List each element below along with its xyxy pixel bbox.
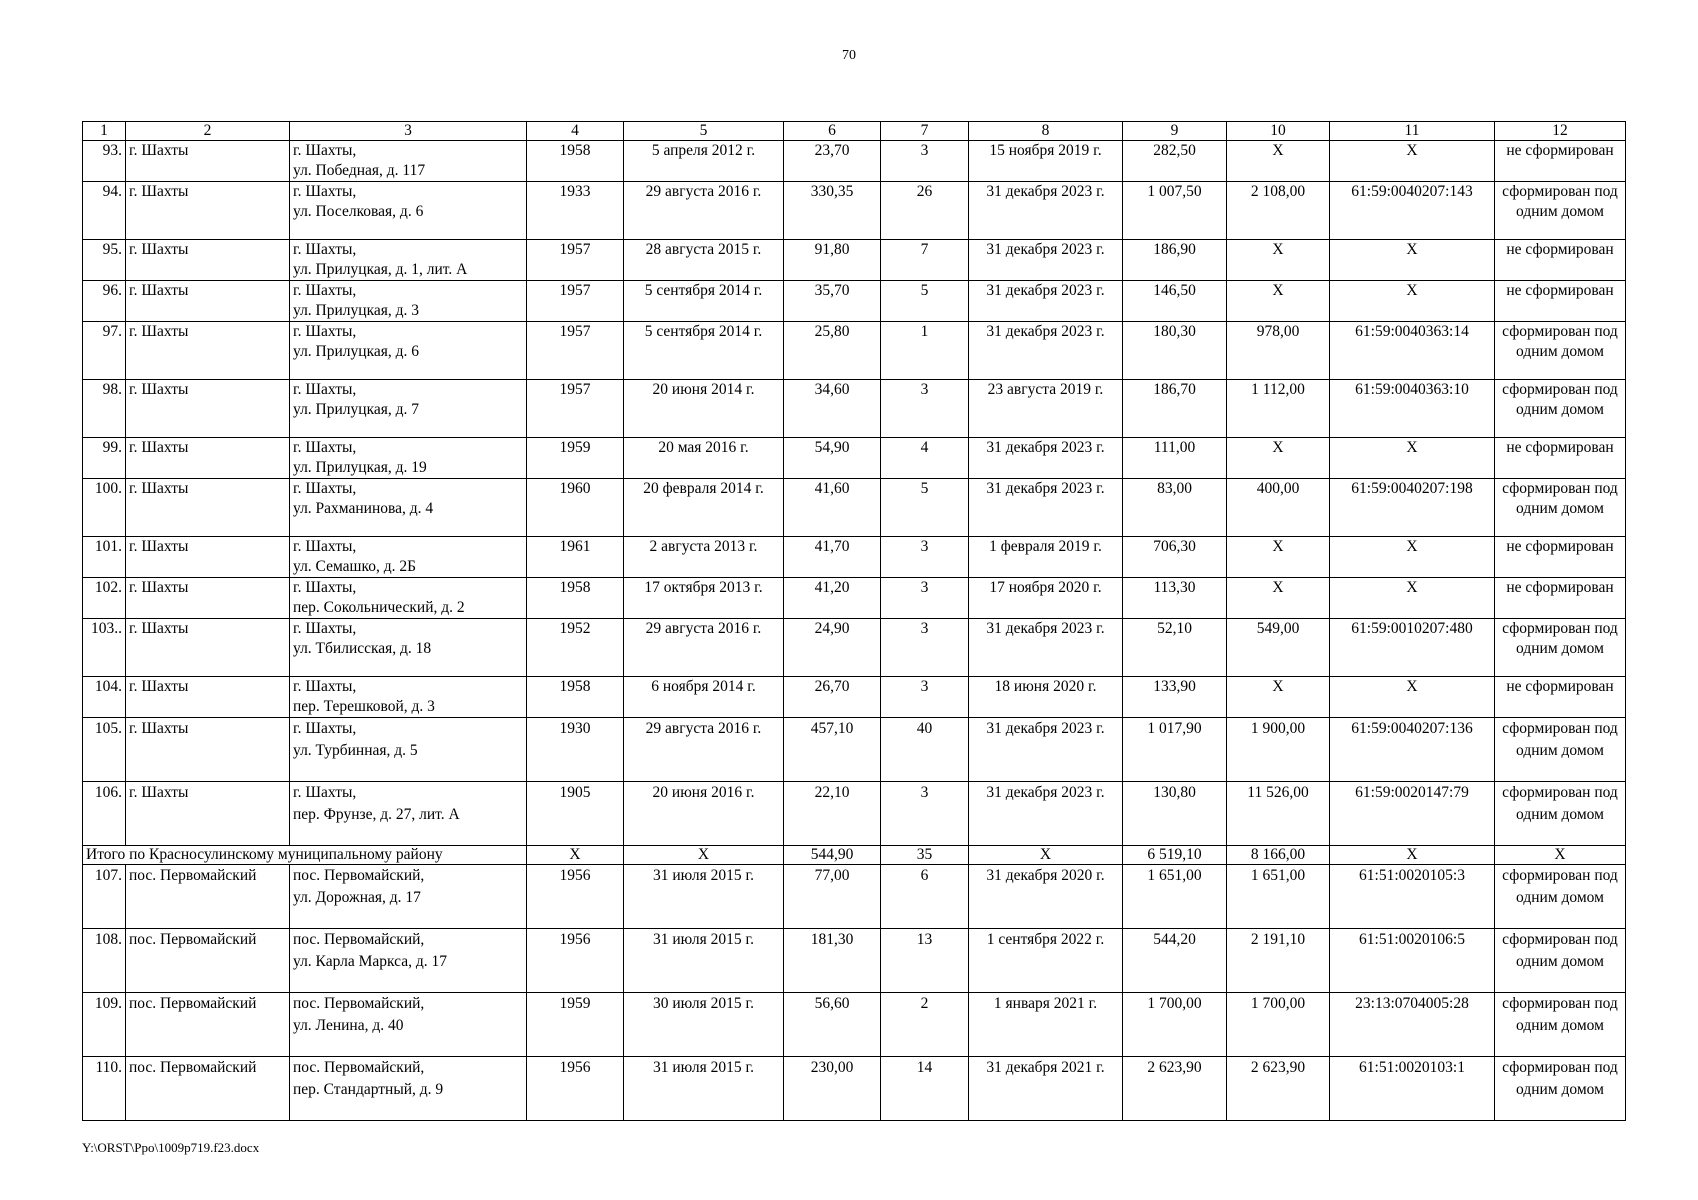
value-col-10: 2 108,00 — [1227, 182, 1330, 240]
relocation-deadline: 31 декабря 2023 г. — [969, 281, 1123, 322]
municipality: г. Шахты — [126, 240, 290, 281]
value-col-10: 1 900,00 — [1227, 718, 1330, 782]
year-built: 1957 — [527, 380, 624, 438]
year-built: 1960 — [527, 479, 624, 537]
cadastral-number: Х — [1330, 240, 1495, 281]
address — [290, 182, 527, 240]
cadastral-number: 61:59:0020147:79 — [1330, 782, 1495, 846]
address-line-1: г. Шахты, — [293, 620, 357, 637]
residents-count: 3 — [881, 141, 969, 182]
row-number: 101. — [83, 537, 126, 578]
area: 41,60 — [784, 479, 881, 537]
year-built: 1930 — [527, 718, 624, 782]
recognition-date: 5 сентября 2014 г. — [624, 322, 784, 380]
area: 41,20 — [784, 578, 881, 619]
year-built: 1957 — [527, 240, 624, 281]
table-row — [83, 929, 1626, 993]
value-col-9: 113,30 — [1123, 578, 1227, 619]
recognition-date: 30 июля 2015 г. — [624, 993, 784, 1057]
address — [290, 1057, 527, 1121]
year-built: 1959 — [527, 438, 624, 479]
address-line-1: пос. Первомайский, — [293, 931, 425, 948]
address-line-2: ул. Тбилисская, д. 18 — [293, 640, 432, 657]
column-header-8: 8 — [969, 122, 1123, 141]
address-line-1: г. Шахты, — [293, 538, 357, 555]
table-row — [83, 322, 1626, 380]
address — [290, 240, 527, 281]
value-col-10: Х — [1227, 537, 1330, 578]
total-value-6: 544,90 — [784, 846, 881, 865]
table-row — [83, 782, 1626, 846]
recognition-date: 29 августа 2016 г. — [624, 718, 784, 782]
address-line-1: пос. Первомайский, — [293, 995, 425, 1012]
land-plot-status: сформирован под одним домом — [1495, 929, 1626, 993]
column-header-10: 10 — [1227, 122, 1330, 141]
land-plot-status: сформирован под одним домом — [1495, 322, 1626, 380]
address-line-2: пер. Терешковой, д. 3 — [293, 698, 435, 715]
row-number: 95. — [83, 240, 126, 281]
relocation-deadline: 31 декабря 2023 г. — [969, 619, 1123, 677]
year-built: 1957 — [527, 281, 624, 322]
municipality: г. Шахты — [126, 438, 290, 479]
total-value-5: Х — [624, 846, 784, 865]
area: 41,70 — [784, 537, 881, 578]
residents-count: 40 — [881, 718, 969, 782]
residents-count: 5 — [881, 479, 969, 537]
relocation-deadline: 1 сентября 2022 г. — [969, 929, 1123, 993]
relocation-deadline: 31 декабря 2023 г. — [969, 240, 1123, 281]
recognition-date: 17 октября 2013 г. — [624, 578, 784, 619]
relocation-deadline: 31 декабря 2023 г. — [969, 718, 1123, 782]
address-line-2: ул. Прилуцкая, д. 6 — [293, 343, 420, 360]
column-header-7: 7 — [881, 122, 969, 141]
address-line-2: ул. Победная, д. 117 — [293, 162, 426, 179]
address-line-2: пер. Фрунзе, д. 27, лит. А — [293, 806, 460, 823]
recognition-date: 20 мая 2016 г. — [624, 438, 784, 479]
municipality: пос. Первомайский — [126, 929, 290, 993]
total-value-11: Х — [1330, 846, 1495, 865]
table-row — [83, 240, 1626, 281]
area: 26,70 — [784, 677, 881, 718]
value-col-10: Х — [1227, 240, 1330, 281]
cadastral-number: 61:59:0040207:143 — [1330, 182, 1495, 240]
address-line-2: ул. Поселковая, д. 6 — [293, 203, 424, 220]
residents-count: 3 — [881, 380, 969, 438]
land-plot-status: сформирован под одним домом — [1495, 1057, 1626, 1121]
table-row — [83, 537, 1626, 578]
relocation-deadline: 31 декабря 2023 г. — [969, 479, 1123, 537]
column-header-1: 1 — [83, 122, 126, 141]
row-number: 102. — [83, 578, 126, 619]
row-number: 94. — [83, 182, 126, 240]
municipality: г. Шахты — [126, 718, 290, 782]
cadastral-number: 23:13:0704005:28 — [1330, 993, 1495, 1057]
address-line-1: г. Шахты, — [293, 480, 357, 497]
housing-table-container — [82, 121, 1626, 1121]
value-col-10: 2 191,10 — [1227, 929, 1330, 993]
address — [290, 619, 527, 677]
address-line-1: г. Шахты, — [293, 720, 357, 737]
municipality: г. Шахты — [126, 182, 290, 240]
column-header-11: 11 — [1330, 122, 1495, 141]
column-header-6: 6 — [784, 122, 881, 141]
row-number: 109. — [83, 993, 126, 1057]
year-built: 1959 — [527, 993, 624, 1057]
total-value-10: 8 166,00 — [1227, 846, 1330, 865]
cadastral-number: 61:59:0040363:10 — [1330, 380, 1495, 438]
address — [290, 141, 527, 182]
address-line-1: г. Шахты, — [293, 282, 357, 299]
row-number: 97. — [83, 322, 126, 380]
cadastral-number: Х — [1330, 281, 1495, 322]
year-built: 1958 — [527, 141, 624, 182]
total-value-9: 6 519,10 — [1123, 846, 1227, 865]
municipality: г. Шахты — [126, 380, 290, 438]
recognition-date: 20 июня 2014 г. — [624, 380, 784, 438]
address-line-1: г. Шахты, — [293, 323, 357, 340]
area: 457,10 — [784, 718, 881, 782]
recognition-date: 5 апреля 2012 г. — [624, 141, 784, 182]
column-header-5: 5 — [624, 122, 784, 141]
address-line-1: г. Шахты, — [293, 381, 357, 398]
municipality: г. Шахты — [126, 578, 290, 619]
recognition-date: 29 августа 2016 г. — [624, 619, 784, 677]
address — [290, 578, 527, 619]
area: 24,90 — [784, 619, 881, 677]
total-value-8: Х — [969, 846, 1123, 865]
land-plot-status: сформирован под одним домом — [1495, 182, 1626, 240]
recognition-date: 2 августа 2013 г. — [624, 537, 784, 578]
row-number: 104. — [83, 677, 126, 718]
land-plot-status: сформирован под одним домом — [1495, 479, 1626, 537]
value-col-9: 180,30 — [1123, 322, 1227, 380]
cadastral-number: 61:59:0040207:198 — [1330, 479, 1495, 537]
table-row — [83, 865, 1626, 929]
cadastral-number: 61:51:0020106:5 — [1330, 929, 1495, 993]
row-number: 96. — [83, 281, 126, 322]
year-built: 1905 — [527, 782, 624, 846]
table-row — [83, 718, 1626, 782]
land-plot-status: не сформирован — [1495, 438, 1626, 479]
year-built: 1958 — [527, 578, 624, 619]
housing-table — [82, 121, 1626, 1121]
value-col-10: 1 700,00 — [1227, 993, 1330, 1057]
land-plot-status: сформирован под одним домом — [1495, 782, 1626, 846]
table-row — [83, 619, 1626, 677]
value-col-9: 186,70 — [1123, 380, 1227, 438]
land-plot-status: не сформирован — [1495, 240, 1626, 281]
land-plot-status: сформирован под одним домом — [1495, 865, 1626, 929]
table-row — [83, 993, 1626, 1057]
address — [290, 281, 527, 322]
address-line-1: г. Шахты, — [293, 241, 357, 258]
table-row — [83, 677, 1626, 718]
column-header-9: 9 — [1123, 122, 1227, 141]
residents-count: 6 — [881, 865, 969, 929]
area: 181,30 — [784, 929, 881, 993]
year-built: 1956 — [527, 929, 624, 993]
relocation-deadline: 15 ноября 2019 г. — [969, 141, 1123, 182]
value-col-9: 1 700,00 — [1123, 993, 1227, 1057]
area: 330,35 — [784, 182, 881, 240]
value-col-9: 1 651,00 — [1123, 865, 1227, 929]
land-plot-status: не сформирован — [1495, 281, 1626, 322]
address-line-2: ул. Ленина, д. 40 — [293, 1017, 404, 1034]
residents-count: 5 — [881, 281, 969, 322]
value-col-10: 1 112,00 — [1227, 380, 1330, 438]
value-col-9: 1 017,90 — [1123, 718, 1227, 782]
address-line-1: пос. Первомайский, — [293, 867, 425, 884]
address-line-1: г. Шахты, — [293, 784, 357, 801]
municipality: г. Шахты — [126, 782, 290, 846]
residents-count: 13 — [881, 929, 969, 993]
cadastral-number: 61:59:0040207:136 — [1330, 718, 1495, 782]
relocation-deadline: 18 июня 2020 г. — [969, 677, 1123, 718]
row-number: 108. — [83, 929, 126, 993]
land-plot-status: не сформирован — [1495, 578, 1626, 619]
value-col-9: 133,90 — [1123, 677, 1227, 718]
address — [290, 677, 527, 718]
area: 34,60 — [784, 380, 881, 438]
municipality: г. Шахты — [126, 479, 290, 537]
column-header-12: 12 — [1495, 122, 1626, 141]
value-col-10: Х — [1227, 677, 1330, 718]
table-row — [83, 380, 1626, 438]
area: 23,70 — [784, 141, 881, 182]
value-col-9: 83,00 — [1123, 479, 1227, 537]
value-col-9: 544,20 — [1123, 929, 1227, 993]
residents-count: 7 — [881, 240, 969, 281]
row-number: 100. — [83, 479, 126, 537]
municipality: г. Шахты — [126, 281, 290, 322]
value-col-10: 2 623,90 — [1227, 1057, 1330, 1121]
municipality: пос. Первомайский — [126, 993, 290, 1057]
municipality: г. Шахты — [126, 677, 290, 718]
residents-count: 3 — [881, 578, 969, 619]
table-row — [83, 141, 1626, 182]
address — [290, 479, 527, 537]
table-row — [83, 281, 1626, 322]
value-col-10: 978,00 — [1227, 322, 1330, 380]
relocation-deadline: 31 декабря 2023 г. — [969, 182, 1123, 240]
table-row — [83, 578, 1626, 619]
municipality: г. Шахты — [126, 537, 290, 578]
total-value-4: Х — [527, 846, 624, 865]
file-path-footer: Y:\ORST\Ppo\1009p719.f23.docx — [82, 1140, 260, 1155]
recognition-date: 6 ноября 2014 г. — [624, 677, 784, 718]
residents-count: 2 — [881, 993, 969, 1057]
address-line-2: ул. Прилуцкая, д. 7 — [293, 401, 420, 418]
cadastral-number: 61:51:0020103:1 — [1330, 1057, 1495, 1121]
recognition-date: 20 февраля 2014 г. — [624, 479, 784, 537]
municipality: пос. Первомайский — [126, 865, 290, 929]
land-plot-status: сформирован под одним домом — [1495, 380, 1626, 438]
address — [290, 438, 527, 479]
value-col-10: 549,00 — [1227, 619, 1330, 677]
row-number: 93. — [83, 141, 126, 182]
residents-count: 14 — [881, 1057, 969, 1121]
residents-count: 3 — [881, 782, 969, 846]
relocation-deadline: 17 ноября 2020 г. — [969, 578, 1123, 619]
total-label: Итого по Красносулинскому муниципальному району — [83, 846, 527, 865]
year-built: 1952 — [527, 619, 624, 677]
address-line-2: ул. Турбинная, д. 5 — [293, 742, 418, 759]
address — [290, 782, 527, 846]
table-row — [83, 438, 1626, 479]
value-col-9: 706,30 — [1123, 537, 1227, 578]
year-built: 1961 — [527, 537, 624, 578]
recognition-date: 31 июля 2015 г. — [624, 929, 784, 993]
address-line-2: ул. Прилуцкая, д. 1, лит. А — [293, 261, 468, 278]
address — [290, 929, 527, 993]
cadastral-number: Х — [1330, 141, 1495, 182]
value-col-10: 11 526,00 — [1227, 782, 1330, 846]
address-line-1: г. Шахты, — [293, 579, 357, 596]
value-col-10: Х — [1227, 141, 1330, 182]
year-built: 1933 — [527, 182, 624, 240]
municipality: пос. Первомайский — [126, 1057, 290, 1121]
value-col-10: 400,00 — [1227, 479, 1330, 537]
area: 22,10 — [784, 782, 881, 846]
column-header-4: 4 — [527, 122, 624, 141]
address-line-2: ул. Семашко, д. 2Б — [293, 558, 417, 575]
cadastral-number: 61:59:0040363:14 — [1330, 322, 1495, 380]
land-plot-status: не сформирован — [1495, 677, 1626, 718]
cadastral-number: Х — [1330, 537, 1495, 578]
value-col-9: 111,00 — [1123, 438, 1227, 479]
total-row — [83, 846, 1626, 865]
address-line-1: г. Шахты, — [293, 678, 357, 695]
cadastral-number: Х — [1330, 677, 1495, 718]
address-line-2: ул. Прилуцкая, д. 19 — [293, 459, 427, 476]
address-line-2: пер. Сокольнический, д. 2 — [293, 599, 465, 616]
relocation-deadline: 31 декабря 2021 г. — [969, 1057, 1123, 1121]
address — [290, 865, 527, 929]
residents-count: 4 — [881, 438, 969, 479]
address — [290, 322, 527, 380]
value-col-10: Х — [1227, 438, 1330, 479]
column-header-2: 2 — [126, 122, 290, 141]
recognition-date: 5 сентября 2014 г. — [624, 281, 784, 322]
year-built: 1956 — [527, 1057, 624, 1121]
area: 77,00 — [784, 865, 881, 929]
address-line-1: г. Шахты, — [293, 439, 357, 456]
row-number: 107. — [83, 865, 126, 929]
area: 91,80 — [784, 240, 881, 281]
area: 56,60 — [784, 993, 881, 1057]
value-col-9: 186,90 — [1123, 240, 1227, 281]
table-row — [83, 1057, 1626, 1121]
residents-count: 3 — [881, 677, 969, 718]
recognition-date: 29 августа 2016 г. — [624, 182, 784, 240]
land-plot-status: сформирован под одним домом — [1495, 619, 1626, 677]
address-line-2: ул. Рахманинова, д. 4 — [293, 500, 434, 517]
land-plot-status: не сформирован — [1495, 141, 1626, 182]
year-built: 1957 — [527, 322, 624, 380]
address-line-2: ул. Дорожная, д. 17 — [293, 889, 421, 906]
residents-count: 1 — [881, 322, 969, 380]
value-col-9: 146,50 — [1123, 281, 1227, 322]
relocation-deadline: 31 декабря 2023 г. — [969, 322, 1123, 380]
total-value-7: 35 — [881, 846, 969, 865]
relocation-deadline: 1 января 2021 г. — [969, 993, 1123, 1057]
column-header-3: 3 — [290, 122, 527, 141]
cadastral-number: Х — [1330, 438, 1495, 479]
row-number: 99. — [83, 438, 126, 479]
recognition-date: 28 августа 2015 г. — [624, 240, 784, 281]
land-plot-status: сформирован под одним домом — [1495, 993, 1626, 1057]
residents-count: 3 — [881, 537, 969, 578]
value-col-9: 1 007,50 — [1123, 182, 1227, 240]
row-number: 110. — [83, 1057, 126, 1121]
value-col-10: Х — [1227, 281, 1330, 322]
value-col-9: 2 623,90 — [1123, 1057, 1227, 1121]
area: 54,90 — [784, 438, 881, 479]
year-built: 1956 — [527, 865, 624, 929]
recognition-date: 31 июля 2015 г. — [624, 1057, 784, 1121]
municipality: г. Шахты — [126, 141, 290, 182]
address — [290, 993, 527, 1057]
table-row — [83, 479, 1626, 537]
residents-count: 3 — [881, 619, 969, 677]
table-body — [83, 122, 1626, 1121]
relocation-deadline: 1 февраля 2019 г. — [969, 537, 1123, 578]
address — [290, 380, 527, 438]
value-col-9: 130,80 — [1123, 782, 1227, 846]
cadastral-number: Х — [1330, 578, 1495, 619]
row-number: 106. — [83, 782, 126, 846]
municipality: г. Шахты — [126, 322, 290, 380]
area: 25,80 — [784, 322, 881, 380]
total-value-12: Х — [1495, 846, 1626, 865]
address-line-1: пос. Первомайский, — [293, 1059, 425, 1076]
row-number: 103.. — [83, 619, 126, 677]
address-line-1: г. Шахты, — [293, 183, 357, 200]
row-number: 98. — [83, 380, 126, 438]
residents-count: 26 — [881, 182, 969, 240]
value-col-10: 1 651,00 — [1227, 865, 1330, 929]
address-line-1: г. Шахты, — [293, 142, 357, 159]
recognition-date: 20 июня 2016 г. — [624, 782, 784, 846]
relocation-deadline: 31 декабря 2023 г. — [969, 782, 1123, 846]
land-plot-status: сформирован под одним домом — [1495, 718, 1626, 782]
value-col-9: 282,50 — [1123, 141, 1227, 182]
recognition-date: 31 июля 2015 г. — [624, 865, 784, 929]
municipality: г. Шахты — [126, 619, 290, 677]
relocation-deadline: 31 декабря 2023 г. — [969, 438, 1123, 479]
relocation-deadline: 23 августа 2019 г. — [969, 380, 1123, 438]
area: 230,00 — [784, 1057, 881, 1121]
address-line-2: пер. Стандартный, д. 9 — [293, 1081, 444, 1098]
page-number: 70 — [842, 48, 856, 63]
cadastral-number: 61:59:0010207:480 — [1330, 619, 1495, 677]
year-built: 1958 — [527, 677, 624, 718]
value-col-10: Х — [1227, 578, 1330, 619]
row-number: 105. — [83, 718, 126, 782]
column-number-row — [83, 122, 1626, 141]
land-plot-status: не сформирован — [1495, 537, 1626, 578]
area: 35,70 — [784, 281, 881, 322]
address-line-2: ул. Прилуцкая, д. 3 — [293, 302, 420, 319]
table-row — [83, 182, 1626, 240]
address — [290, 537, 527, 578]
value-col-9: 52,10 — [1123, 619, 1227, 677]
address-line-2: ул. Карла Маркса, д. 17 — [293, 953, 447, 970]
cadastral-number: 61:51:0020105:3 — [1330, 865, 1495, 929]
relocation-deadline: 31 декабря 2020 г. — [969, 865, 1123, 929]
address — [290, 718, 527, 782]
